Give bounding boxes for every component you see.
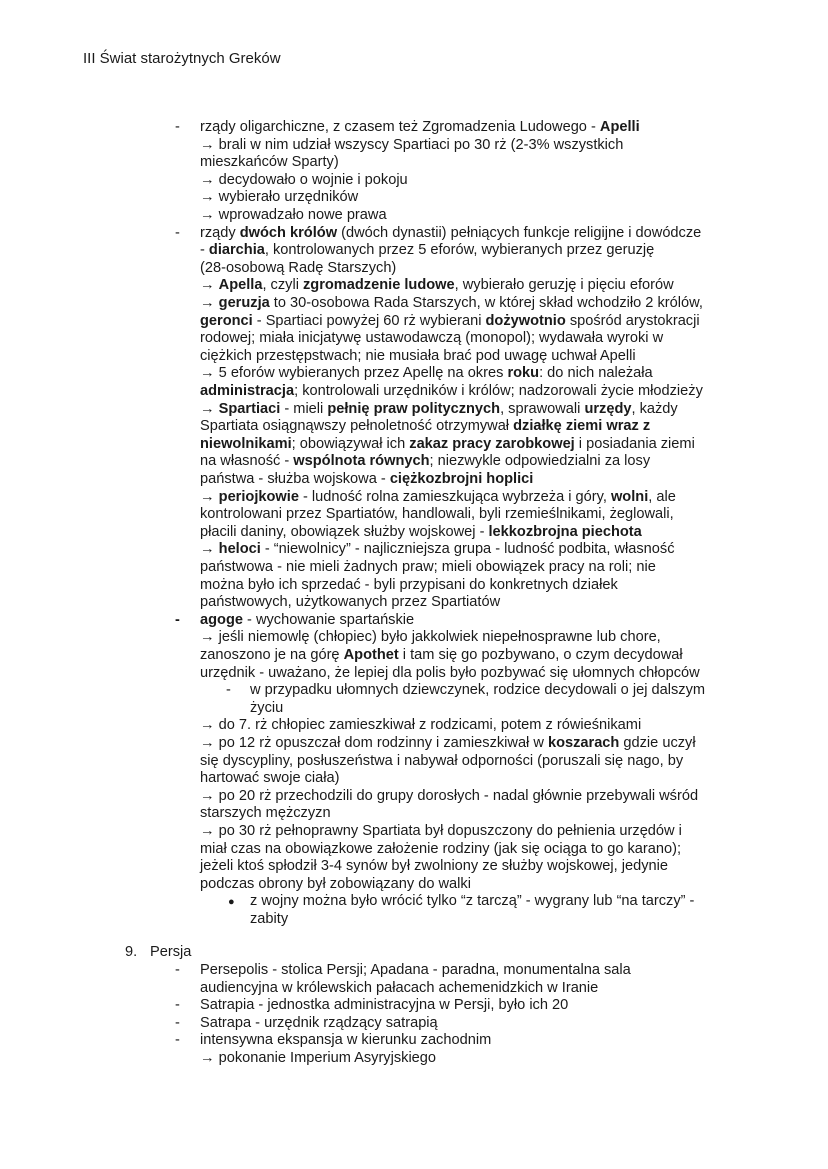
text-run: (28-osobową Radę Starszych) [200, 259, 397, 276]
text-line [200, 577, 618, 595]
text-line [200, 594, 500, 612]
text-run: Persepolis - stolica Persji; Apadana - paradna, monumentalna sala [200, 962, 631, 978]
text-line [200, 788, 698, 806]
text-run: → po 12 rż opuszczał dom rodzinny i zamieszkiwał w [200, 735, 548, 751]
text-line [200, 506, 674, 524]
text-run: : do nich należała [539, 365, 653, 382]
text-run: to 30-osobowa Rada Starszych, w której skład wchodziło 2 królów, [269, 295, 703, 311]
bold-term: Apothet [343, 647, 399, 663]
text-line [200, 119, 640, 137]
text-run: urzędnik - uważano, że lepiej dla polis było pozbywać się ułomnych chłopców [200, 664, 700, 681]
text-run: - wychowanie spartańskie [242, 611, 415, 628]
text-run: Satrapa - urzędnik rządzący satrapią [200, 1014, 438, 1031]
bold-term: niewolnikami [200, 435, 292, 452]
text-line [200, 330, 663, 348]
text-run: starszych mężczyzn [200, 805, 331, 822]
page-title: III Świat starożytnych Greków [83, 50, 281, 67]
dash-marker: - [175, 1014, 180, 1031]
dash-marker: - [175, 611, 180, 628]
text-run: podczas obrony był zobowiązany do walki [200, 875, 471, 892]
text-line [200, 401, 678, 419]
text-run: gdzie uczył [619, 735, 696, 751]
text-line [200, 489, 676, 507]
text-run: , kontrolowanych przez 5 eforów, wybieranych przez geruzję [264, 242, 655, 259]
text-line [250, 893, 694, 911]
text-line [200, 383, 703, 401]
text-run: ciężkich przestępstwach; nie musiała brać pod uwagę uchwał Apelli [200, 347, 636, 364]
text-run: rządy [200, 224, 240, 241]
text-run: (dwóch dynastii) pełniących funkcje religijne i dowódcze [337, 224, 702, 241]
text-line [200, 524, 642, 542]
text-run: → po 30 rż pełnoprawny Spartiata był dopuszczony do pełnienia urzędów i [200, 823, 682, 839]
text-run: rządy oligarchiczne, z czasem też Zgromadzenia Ludowego - [200, 119, 600, 135]
text-run: państwowych, użytkowanych przez Spartiatów [200, 594, 501, 611]
text-line [200, 858, 668, 876]
text-run: zanoszono je na górę [200, 647, 344, 663]
text-run: → [200, 277, 219, 294]
text-run: i posiadania ziemi [574, 435, 695, 452]
text-line [200, 629, 661, 647]
text-run: płacili daniny, obowiązek służby wojskowej - [200, 523, 489, 540]
text-line [200, 647, 683, 665]
text-line [200, 1050, 436, 1068]
bold-term: pełnię praw politycznych [327, 400, 501, 417]
bold-term: koszarach [547, 735, 620, 751]
text-line [200, 453, 650, 471]
bold-term: Spartiaci [218, 400, 281, 417]
text-run: - mieli [280, 400, 328, 417]
text-line [200, 717, 641, 735]
text-run: → [200, 295, 219, 311]
text-line [200, 154, 339, 172]
text-run: miał czas na obowiązkowe założenie rodziny (jak się ociąga to go karano); [200, 840, 682, 857]
bold-term: dwóch królów [239, 224, 338, 241]
text-run: - Spartiaci powyżej 60 rż wybierani [252, 312, 486, 329]
bold-term: zgromadzenie ludowe [303, 277, 455, 294]
text-line [200, 962, 631, 980]
text-run: , sprawowali [500, 400, 585, 417]
dash-marker: - [226, 682, 231, 699]
bold-term: heloci [218, 541, 261, 558]
text-run: → brali w nim udział wszyscy Spartiaci po 30 rż (2-3% wszystkich [200, 136, 624, 153]
text-run: - “niewolnicy” - najliczniejsza grupa - ludność podbita, własność [260, 541, 675, 558]
bold-term: roku [507, 365, 540, 382]
text-run: Satrapia - jednostka administracyjna w Persji, było ich 20 [200, 997, 569, 1014]
text-run: na własność - [200, 453, 294, 470]
text-run: mieszkańców Sparty) [200, 154, 339, 171]
text-line [250, 682, 705, 700]
text-run: się dyscypliny, posłuszeństwa i nabywał odporności (poruszali się nago, by [200, 752, 684, 769]
text-run: , czyli [262, 277, 303, 294]
text-line [200, 242, 654, 260]
bold-term: geronci [200, 312, 253, 329]
text-line [200, 1032, 491, 1050]
text-line [200, 823, 682, 841]
text-line [200, 980, 598, 998]
text-run: ; kontrolowali urzędników i królów; nadzorowali życie młodzieży [294, 383, 703, 399]
dash-marker: - [175, 119, 180, 135]
text-run: państwowa - nie mieli żadnych praw; mieli obowiązek pracy na roli; nie [200, 559, 656, 575]
text-run: z wojny można było wrócić tylko “z tarczą” - wygrany lub “na tarczy” - [250, 893, 695, 910]
dash-marker: - [175, 224, 180, 241]
bold-term: dożywotnio [485, 312, 566, 329]
text-run: , wybierało geruzję i pięciu eforów [454, 277, 674, 294]
text-line [200, 313, 700, 331]
text-run: jeżeli ktoś spłodził 3-4 synów był zwolniony ze służby wojskowej, jedynie [200, 858, 669, 875]
dash-marker: - [175, 997, 180, 1014]
bold-term: agoge [200, 611, 243, 628]
bold-term: geruzja [218, 295, 270, 311]
text-run: hartować swoje ciała) [200, 770, 340, 787]
bold-term: periojkowie [218, 488, 299, 505]
text-line [200, 260, 396, 278]
text-line [200, 841, 681, 859]
text-run: można było ich sprzedać - byli przypisani do konkretnych działek [200, 576, 618, 593]
bold-term: działkę ziemi wraz z [513, 418, 651, 435]
persia-heading: Persja [150, 944, 192, 960]
text-line [200, 436, 695, 454]
text-run: → po 20 rż przechodzili do grupy dorosłych - nadal głównie przebywali wśród [200, 787, 699, 804]
text-line [200, 805, 331, 823]
text-line [200, 1015, 438, 1033]
bold-term: urzędy [584, 400, 632, 417]
text-run: - ludność rolna zamieszkująca wybrzeża i góry, [298, 488, 611, 505]
bold-term: diarchia [208, 242, 265, 259]
text-run: → [200, 488, 219, 505]
text-run: państwa - służba wojskowa - [200, 471, 390, 487]
text-line [200, 612, 414, 630]
text-line [200, 770, 340, 788]
text-run: zabity [250, 911, 289, 927]
text-line [200, 541, 675, 559]
text-run: → wprowadzało nowe prawa [200, 207, 387, 223]
text-line [250, 911, 288, 929]
text-line [200, 997, 568, 1015]
text-run: intensywna ekspansja w kierunku zachodnim [200, 1032, 492, 1049]
text-line [200, 189, 358, 207]
text-run: → do 7. rż chłopiec zamieszkiwał z rodzicami, potem z rówieśnikami [200, 717, 642, 734]
text-run: , każdy [631, 400, 678, 417]
text-line [200, 137, 623, 155]
bold-term: Apelli [599, 119, 640, 135]
text-line [200, 876, 471, 894]
text-run: → [200, 541, 219, 558]
text-run: - [200, 242, 209, 259]
persia-number: 9. [125, 944, 138, 960]
bold-term: wolni [610, 488, 649, 505]
text-run: → [200, 400, 219, 417]
bold-term: zakaz pracy zarobkowej [409, 435, 575, 452]
text-run: → 5 eforów wybieranych przez Apellę na okres [200, 365, 508, 382]
text-run: → pokonanie Imperium Asyryjskiego [200, 1050, 437, 1066]
bold-term: Apella [218, 277, 263, 294]
text-line [200, 418, 650, 436]
text-line [200, 665, 700, 683]
text-run: i tam się go pozbywano, o czym decydował [398, 647, 683, 663]
text-run: kontrolowani przez Spartiatów, handlowali, byli rzemieślnikami, żeglowali, [200, 506, 674, 523]
bold-term: lekkozbrojna piechota [488, 523, 642, 540]
text-run: ; niezwykle odpowiedzialni za losy [429, 453, 651, 470]
text-line [200, 471, 533, 489]
dash-marker: - [175, 1032, 180, 1049]
text-run: rodowej; miała inicjatywę ustawodawczą (monopol); wydawała wyroki w [200, 330, 664, 347]
text-run: → jeśli niemowlę (chłopiec) było jakkolwiek niepełnosprawne lub chore, [200, 629, 661, 646]
bold-term: wspólnota równych [293, 453, 430, 470]
text-run: ; obowiązywał ich [291, 435, 410, 452]
text-run: w przypadku ułomnych dziewczynek, rodzice decydowali o jej dalszym [250, 682, 706, 699]
text-line [200, 753, 683, 771]
bold-term: ciężkozbrojni hoplici [389, 471, 534, 487]
text-line [200, 365, 653, 383]
text-line [250, 700, 283, 718]
bullet-icon: ● [228, 896, 235, 909]
bold-term: administracja [200, 383, 295, 399]
text-run: → wybierało urzędników [200, 189, 359, 206]
text-run: spośród arystokracji [565, 312, 700, 329]
text-line [200, 295, 703, 313]
text-run: , ale [648, 488, 676, 505]
text-line [200, 207, 387, 225]
text-run: życiu [250, 699, 284, 716]
text-line [200, 559, 656, 577]
dash-marker: - [175, 962, 180, 978]
text-line [200, 348, 636, 366]
text-run: → decydowało o wojnie i pokoju [200, 171, 408, 188]
text-line [200, 735, 696, 753]
text-line [200, 172, 408, 190]
text-run: Spartiata osiągnąwszy pełnoletność otrzymywał [200, 418, 514, 435]
text-line [200, 277, 674, 295]
text-line [200, 225, 701, 243]
text-run: audiencyjna w królewskich pałacach achemenidzkich w Iranie [200, 979, 599, 996]
